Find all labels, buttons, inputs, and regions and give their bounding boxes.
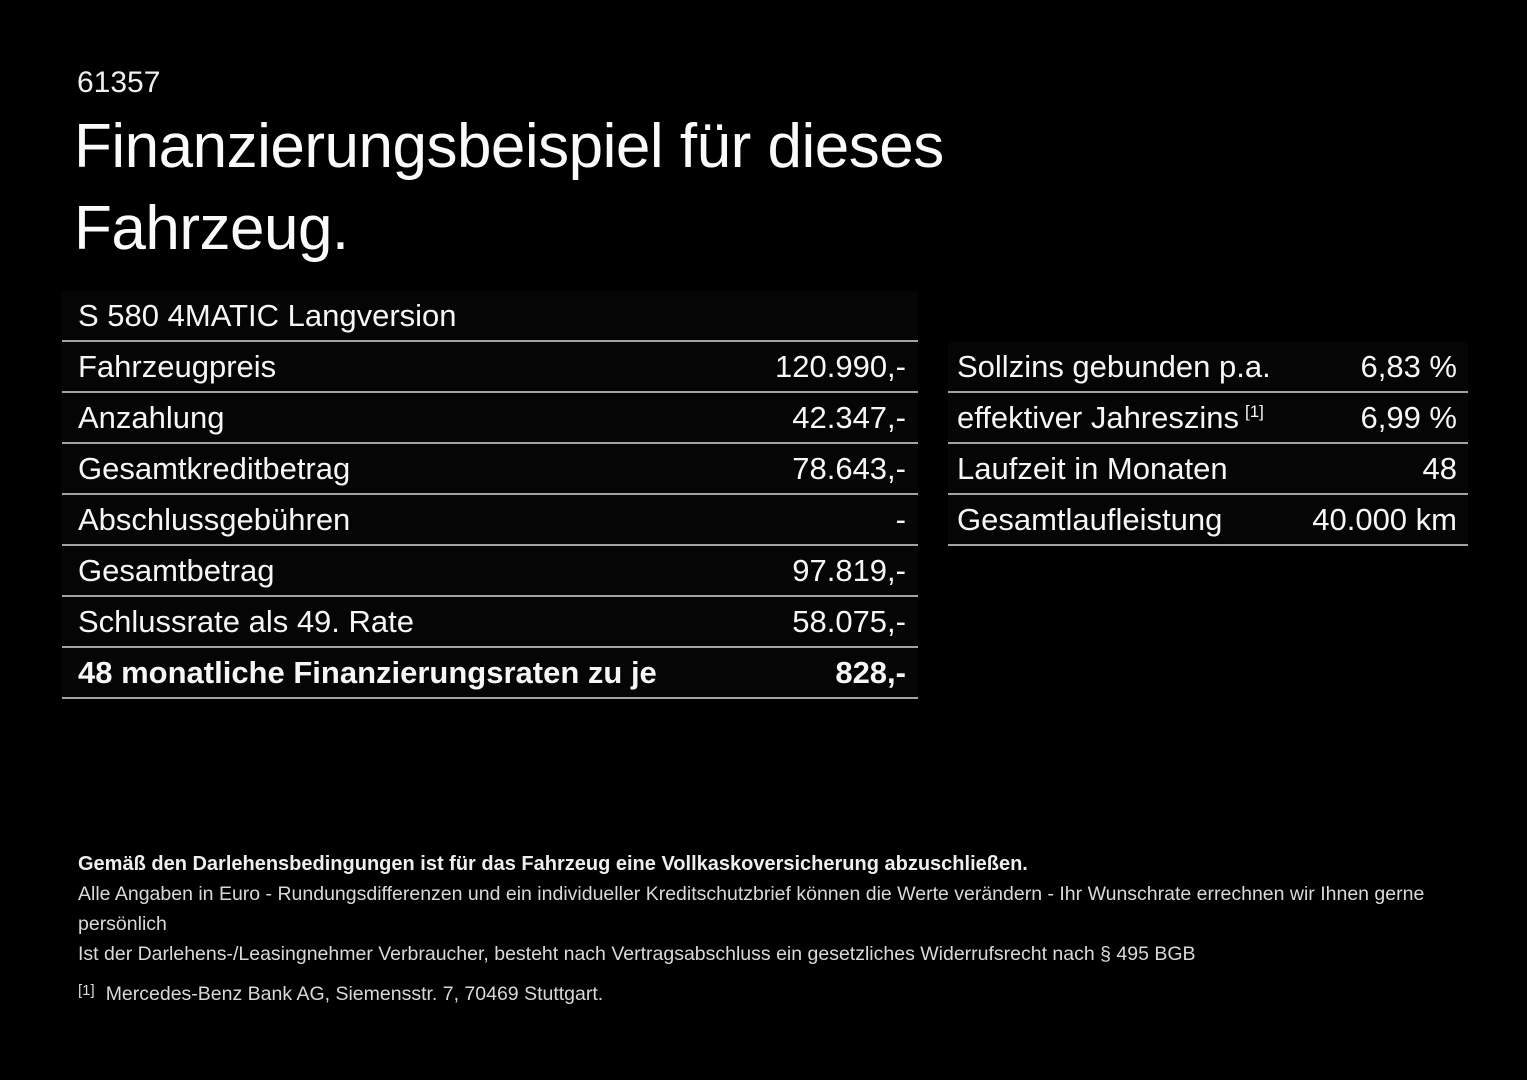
row-value: 120.990,- <box>775 348 906 384</box>
table-row-monthly-rate <box>62 648 918 699</box>
table-row <box>62 546 918 597</box>
bank-footnote: Mercedes-Benz Bank AG, Siemensstr. 7, 70469 Stuttgart. <box>105 983 604 1005</box>
row-label: 48 monatliche Finanzierungsraten zu je <box>78 654 657 690</box>
footnote-marker: [1] <box>78 982 95 999</box>
rounding-note: Alle Angaben in Euro - Rundungsdifferenzen und ein individueller Kreditschutzbrief können die Werte verändern - Ihr Wunschrate errechnen wir Ihnen gerne persönlich <box>78 883 1425 935</box>
vehicle-model: S 580 4MATIC Langversion <box>62 291 918 342</box>
row-label: Gesamtkreditbetrag <box>78 450 351 486</box>
table-row <box>62 444 918 495</box>
row-value: 6,99 % <box>1360 399 1457 435</box>
row-label: Abschlussgebühren <box>78 501 351 537</box>
row-value: - <box>895 501 906 537</box>
table-row <box>62 393 918 444</box>
row-label: Anzahlung <box>78 399 225 435</box>
row-label: Fahrzeugpreis <box>78 348 277 384</box>
finance-table <box>62 291 918 699</box>
row-label-text: effektiver Jahreszins <box>957 399 1239 435</box>
row-label: Gesamtlaufleistung <box>957 501 1223 537</box>
row-label: Gesamtbetrag <box>78 552 275 588</box>
withdrawal-note: Ist der Darlehens-/Leasingnehmer Verbraucher, besteht nach Vertragsabschluss ein gesetzliches Widerrufsrecht nach § 495 BGB <box>78 943 1196 965</box>
footer-notes <box>78 849 1468 1009</box>
row-label: Sollzins gebunden p.a. <box>957 348 1271 384</box>
row-value: 58.075,- <box>792 603 906 639</box>
table-row <box>62 597 918 648</box>
row-value: 97.819,- <box>792 552 906 588</box>
row-value: 42.347,- <box>792 399 906 435</box>
row-value: 48 <box>1422 450 1457 486</box>
row-label: Laufzeit in Monaten <box>957 450 1228 486</box>
table-row <box>948 342 1468 393</box>
row-label: Schlussrate als 49. Rate <box>78 603 415 639</box>
footnote-marker: [1] <box>1245 401 1264 421</box>
table-row <box>62 495 918 546</box>
doc-number: 61357 <box>77 66 161 99</box>
table-row <box>948 444 1468 495</box>
row-value: 40.000 km <box>1312 501 1457 537</box>
conditions-table <box>948 342 1468 546</box>
table-row <box>948 393 1468 444</box>
row-value: 828,- <box>835 654 906 690</box>
row-value: 78.643,- <box>792 450 906 486</box>
bank-footnote-line <box>78 976 1468 1009</box>
row-label <box>957 400 1264 436</box>
row-value: 6,83 % <box>1360 348 1457 384</box>
page-title: Finanzierungsbeispiel für dieses Fahrzeug. <box>74 112 944 263</box>
insurance-note: Gemäß den Darlehensbedingungen ist für das Fahrzeug eine Vollkaskoversicherung abzuschließen. <box>78 853 1028 875</box>
table-row <box>62 342 918 393</box>
table-row <box>948 495 1468 546</box>
